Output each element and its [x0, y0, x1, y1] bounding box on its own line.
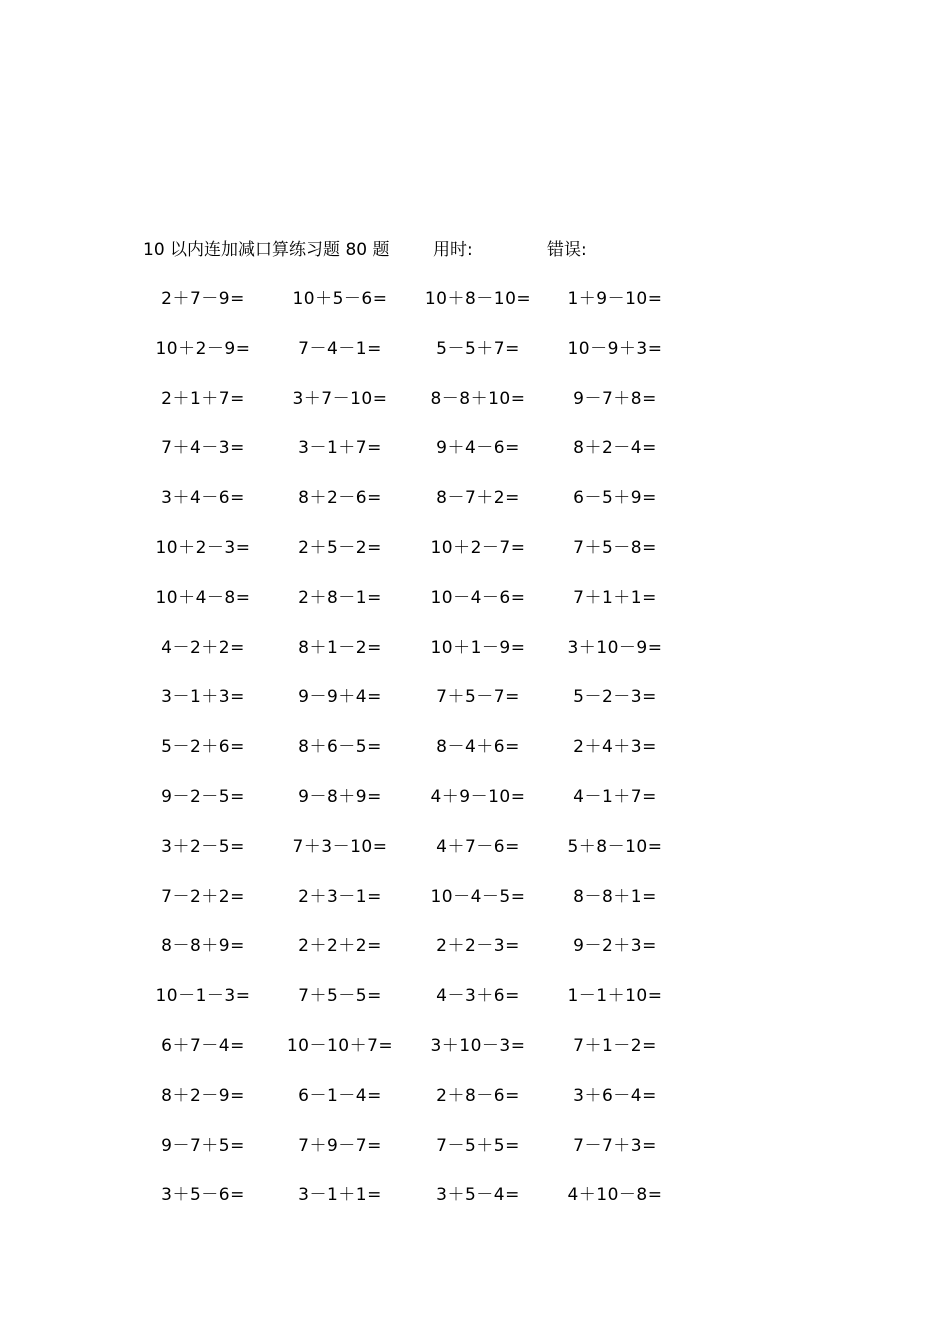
problem-cell: 9－7＋5=: [161, 1135, 245, 1156]
problem-cell: 3－1＋7=: [298, 438, 382, 459]
problem-cell: 10－4－5=: [430, 886, 526, 907]
errors-label: 错误:: [547, 240, 587, 260]
problem-cell: 10－9＋3=: [567, 338, 663, 359]
problem-cell: 3＋2－5=: [161, 836, 245, 857]
problem-row: [0, 981, 950, 1031]
problem-cell: 8＋2－6=: [298, 488, 382, 509]
problem-cell: 10＋1－9=: [430, 637, 526, 658]
problem-cell: 5－2＋6=: [161, 737, 245, 758]
problem-cell: 2＋2＋2=: [298, 936, 382, 957]
problem-grid: [0, 284, 950, 1230]
problem-cell: 10＋5－6=: [292, 289, 388, 309]
problem-cell: 1＋9－10=: [567, 289, 663, 309]
problem-cell: 3＋10－9=: [567, 637, 663, 658]
problem-cell: 3＋5－4=: [436, 1185, 520, 1206]
worksheet-header: [0, 236, 950, 264]
problem-cell: 6＋7－4=: [161, 1035, 245, 1056]
problem-cell: 5＋8－10=: [567, 836, 663, 857]
problem-cell: 9－7＋8=: [573, 388, 657, 409]
problem-cell: 9－2＋3=: [573, 936, 657, 957]
problem-cell: 10＋2－3=: [155, 537, 251, 558]
problem-cell: 2＋5－2=: [298, 537, 382, 558]
worksheet-title: 10 以内连加减口算练习题 80 题: [143, 240, 390, 260]
problem-cell: 2＋4＋3=: [573, 737, 657, 758]
problem-row: [0, 882, 950, 932]
problem-row: [0, 633, 950, 683]
problem-row: [0, 682, 950, 732]
problem-cell: 7＋1＋1=: [573, 587, 657, 608]
problem-cell: 4＋10－8=: [567, 1185, 663, 1206]
problem-cell: 2＋8－1=: [298, 587, 382, 608]
problem-cell: 8＋2－4=: [573, 438, 657, 459]
problem-cell: 10＋2－9=: [155, 338, 251, 359]
problem-row: [0, 533, 950, 583]
problem-cell: 4－2＋2=: [161, 637, 245, 658]
problem-row: [0, 1131, 950, 1181]
problem-cell: 7＋3－10=: [292, 836, 388, 857]
problem-row: [0, 583, 950, 633]
problem-cell: 8＋6－5=: [298, 737, 382, 758]
problem-cell: 5－5＋7=: [436, 338, 520, 359]
problem-cell: 7－5＋5=: [436, 1135, 520, 1156]
problem-cell: 7＋4－3=: [161, 438, 245, 459]
problem-cell: 2＋3－1=: [298, 886, 382, 907]
problem-row: [0, 1031, 950, 1081]
problem-cell: 7＋1－2=: [573, 1035, 657, 1056]
problem-cell: 7＋9－7=: [298, 1135, 382, 1156]
problem-cell: 4＋9－10=: [430, 786, 526, 807]
problem-cell: 3＋4－6=: [161, 488, 245, 509]
problem-cell: 10＋8－10=: [424, 289, 532, 309]
problem-cell: 8－8＋9=: [161, 936, 245, 957]
problem-cell: 5－2－3=: [573, 687, 657, 708]
problem-cell: 10－10＋7=: [286, 1035, 394, 1056]
problem-cell: 10－4－6=: [430, 587, 526, 608]
problem-cell: 8－8＋1=: [573, 886, 657, 907]
problem-cell: 8－7＋2=: [436, 488, 520, 509]
problem-cell: 10＋4－8=: [155, 587, 251, 608]
problem-row: [0, 782, 950, 832]
problem-cell: 4＋7－6=: [436, 836, 520, 857]
problem-cell: 7＋5－7=: [436, 687, 520, 708]
problem-row: [0, 433, 950, 483]
time-label: 用时:: [433, 240, 473, 260]
problem-row: [0, 384, 950, 434]
problem-row: [0, 1180, 950, 1230]
problem-cell: 4－1＋7=: [573, 786, 657, 807]
problem-cell: 2＋8－6=: [436, 1085, 520, 1106]
problem-cell: 7＋5－8=: [573, 537, 657, 558]
problem-cell: 6－1－4=: [298, 1085, 382, 1106]
problem-row: [0, 931, 950, 981]
problem-cell: 3－1＋1=: [298, 1185, 382, 1206]
problem-cell: 6－5＋9=: [573, 488, 657, 509]
problem-cell: 3＋6－4=: [573, 1085, 657, 1106]
problem-cell: 10＋2－7=: [430, 537, 526, 558]
problem-cell: 9－8＋9=: [298, 786, 382, 807]
problem-row: [0, 1081, 950, 1131]
problem-cell: 9－9＋4=: [298, 687, 382, 708]
problem-row: [0, 732, 950, 782]
problem-row: [0, 483, 950, 533]
problem-cell: 7－4－1=: [298, 338, 382, 359]
problem-cell: 3－1＋3=: [161, 687, 245, 708]
problem-cell: 8＋2－9=: [161, 1085, 245, 1106]
problem-cell: 7＋5－5=: [298, 986, 382, 1007]
problem-cell: 3＋7－10=: [292, 388, 388, 409]
problem-row: [0, 284, 950, 334]
problem-cell: 2＋2－3=: [436, 936, 520, 957]
problem-cell: 3＋5－6=: [161, 1185, 245, 1206]
problem-row: [0, 832, 950, 882]
problem-cell: 8＋1－2=: [298, 637, 382, 658]
problem-cell: 1－1＋10=: [567, 986, 663, 1007]
problem-cell: 2＋7－9=: [161, 289, 245, 309]
problem-cell: 2＋1＋7=: [161, 388, 245, 409]
problem-cell: 8－8＋10=: [430, 388, 526, 409]
problem-cell: 8－4＋6=: [436, 737, 520, 758]
problem-cell: 9－2－5=: [161, 786, 245, 807]
problem-cell: 4－3＋6=: [436, 986, 520, 1007]
problem-cell: 7－2＋2=: [161, 886, 245, 907]
problem-cell: 3＋10－3=: [430, 1035, 526, 1056]
problem-row: [0, 334, 950, 384]
problem-cell: 10－1－3=: [155, 986, 251, 1007]
problem-cell: 7－7＋3=: [573, 1135, 657, 1156]
problem-cell: 9＋4－6=: [436, 438, 520, 459]
